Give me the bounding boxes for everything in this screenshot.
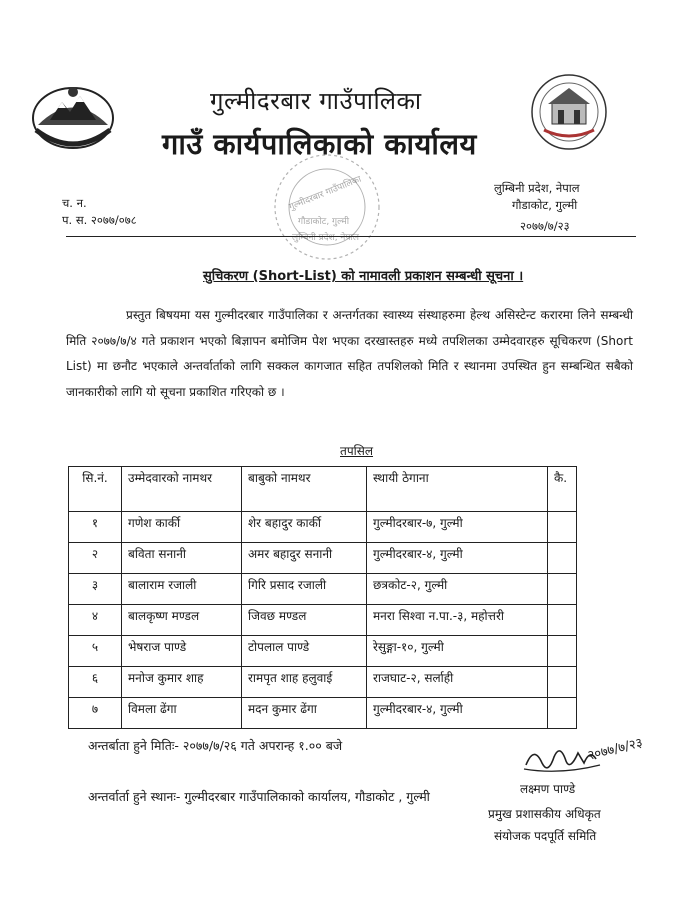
table-header-row [69, 467, 577, 512]
cell-remarks [548, 698, 577, 729]
notice-subject: सुचिकरण (Short-List) को नामावली प्रकाशन सम्बन्धी सूचना । [203, 269, 524, 284]
table-row [69, 605, 577, 636]
cell-father: टोपलाल पाण्डे [242, 636, 367, 667]
cell-candidate: मनोज कुमार शाह [122, 667, 242, 698]
col-candidate-name: उम्मेदवारको नामथर [122, 467, 242, 512]
signature-image [520, 735, 645, 785]
cell-remarks [548, 512, 577, 543]
cell-father: मदन कुमार ढेंगा [242, 698, 367, 729]
cell-candidate: विमला ढेंगा [122, 698, 242, 729]
cell-remarks [548, 605, 577, 636]
table-row [69, 512, 577, 543]
location-text: गौडाकोट, गुल्मी [512, 198, 578, 212]
cell-sn: ४ [69, 605, 122, 636]
cell-candidate: भेषराज पाण्डे [122, 636, 242, 667]
interview-date: अन्तर्बाता हुने मितिः- २०७७/७/२६ गते अपरान्ह १.०० बजे [88, 738, 343, 753]
cell-sn: ३ [69, 574, 122, 605]
table-row [69, 667, 577, 698]
header-divider [66, 236, 636, 237]
notice-body: प्रस्तुत बिषयमा यस गुल्मीदरबार गाउँपालिका र अन्तर्गतका स्वास्थ्य संस्थाहरुमा हेल्थ असिस्टेन्ट करारमा लिने सम्बन्धी मिति २०७७/७/४ गते प्रकाशन भएको बिज्ञापन बमोजिम पेश भएका दरखास्तहरु मध्ये तपशिलका उम्मेदवारहरु सूचिकरण (Short List) मा छनौट भएकाले अन्तर्वार्ताको लागि सक्कल कागजात सहित तपशिलको मिति र स्थानमा उपस्थित हुन सम्बन्धित सबैको जानकारीको लागि यो सूचना प्रकाशित गरिएको छ । [66, 308, 633, 399]
signatory-committee: संयोजक पदपूर्ति समिति [494, 829, 597, 843]
cell-address: मनरा सिश्वा न.पा.-३, महोत्तरी [367, 605, 548, 636]
cha-na-label: च. न. [62, 196, 87, 210]
cell-address: गुल्मीदरबार-४, गुल्मी [367, 543, 548, 574]
cell-father: गिरि प्रसाद रजाली [242, 574, 367, 605]
nepal-emblem-icon [30, 80, 116, 150]
cell-remarks [548, 636, 577, 667]
signatory-title: प्रमुख प्रशासकीय अधिकृत [488, 807, 601, 821]
details-heading: तपसिल [340, 444, 374, 458]
cell-address: रेसुङ्गा-१०, गुल्मी [367, 636, 548, 667]
cell-sn: ७ [69, 698, 122, 729]
table-row [69, 543, 577, 574]
reference-number: प. स. २०७७/०७८ [62, 213, 137, 227]
municipality-logo-icon [530, 72, 608, 152]
cell-father: जिवछ मण्डल [242, 605, 367, 636]
cell-remarks [548, 667, 577, 698]
cell-sn: ५ [69, 636, 122, 667]
col-sn: सि.नं. [69, 467, 122, 512]
cell-father: रामपृत शाह हलुवाई [242, 667, 367, 698]
cell-sn: ६ [69, 667, 122, 698]
cell-address: गुल्मीदरबार-७, गुल्मी [367, 512, 548, 543]
cell-candidate: बालाराम रजाली [122, 574, 242, 605]
table-row [69, 636, 577, 667]
cell-candidate: बविता सनानी [122, 543, 242, 574]
svg-text:गुल्मीदरबार गाउँपालिका: गुल्मीदरबार गाउँपालिका [287, 174, 363, 213]
svg-text:गौडाकोट, गुल्मी: गौडाकोट, गुल्मी [298, 217, 350, 227]
cell-sn: २ [69, 543, 122, 574]
interview-place: अन्तर्वार्ता हुने स्थानः- गुल्मीदरबार गाउँपालिकाको कार्यालय, गौडाकोट , गुल्मी [88, 789, 430, 804]
col-father-name: बाबुको नामथर [242, 467, 367, 512]
issue-date: २०७७/७/२३ [520, 219, 570, 233]
candidate-table [68, 466, 577, 729]
svg-text:लुम्बिनी प्रदेश, नेपाल: लुम्बिनी प्रदेश, नेपाल [292, 233, 359, 243]
cell-father: अमर बहादुर सनानी [242, 543, 367, 574]
table-row [69, 698, 577, 729]
cell-candidate: बालकृष्ण मण्डल [122, 605, 242, 636]
municipality-name: गुल्मीदरबार गाउँपालिका [210, 87, 422, 115]
signatory-name: लक्ष्मण पाण्डे [520, 782, 576, 796]
cell-father: शेर बहादुर कार्की [242, 512, 367, 543]
province-text: लुम्बिनी प्रदेश, नेपाल [494, 181, 580, 195]
col-remarks: कै. [548, 467, 577, 512]
cell-address: छत्रकोट-२, गुल्मी [367, 574, 548, 605]
cell-sn: १ [69, 512, 122, 543]
office-stamp [270, 150, 385, 265]
table-row [69, 574, 577, 605]
cell-address: गुल्मीदरबार-४, गुल्मी [367, 698, 548, 729]
cell-remarks [548, 543, 577, 574]
signature-date: २०७७/७/२३ [586, 735, 645, 764]
col-address: स्थायी ठेगाना [367, 467, 548, 512]
cell-remarks [548, 574, 577, 605]
cell-candidate: गणेश कार्की [122, 512, 242, 543]
office-name: गाउँ कार्यपालिकाको कार्यालय [162, 127, 477, 161]
cell-address: राजघाट-२, सर्लाही [367, 667, 548, 698]
